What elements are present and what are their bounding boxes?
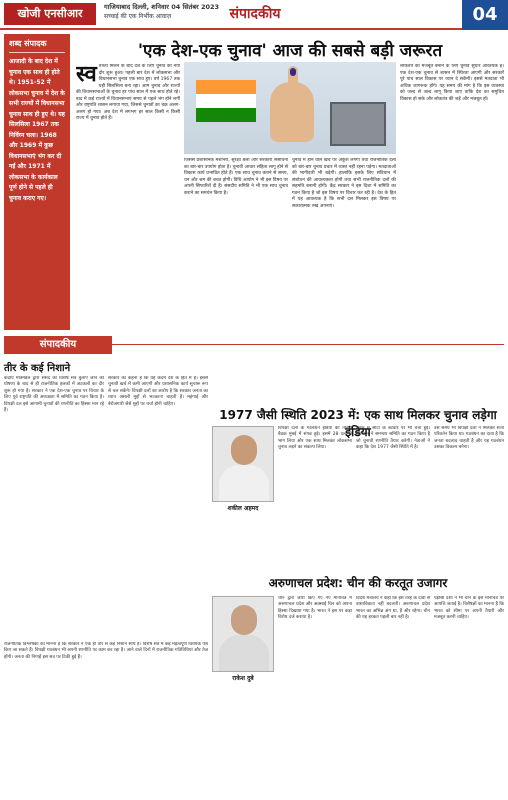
page-header xyxy=(0,0,508,30)
editorial-section-bar: संपादकीय xyxy=(4,336,112,354)
editorial-sidebar xyxy=(4,34,70,330)
header-tagline: सच्चाई की एक निर्भीक आवाज़ xyxy=(104,13,172,20)
editorial-headline: 'एक देश-एक चुनाव' आज की सबसे बड़ी जरूरत xyxy=(137,41,443,61)
article4-column-1: चीन द्वारा जारी किए गए नए मानचित्र में अरुणाचल प्रदेश और अक्साई चिन को अपना हिस्सा दिखाया गया है। भारत ने इस पर कड़ा विरोध दर्ज कराया है। xyxy=(278,596,352,621)
article3-column-1: विपक्षी दलों के गठबंधन इंडिया की तीसरी बैठक मुंबई में संपन्न हुई। इसमें 28 दलों ने भाग लिया और एक साथ मिलकर लोकसभा चुनाव लड़ने का संकल्प लिया। xyxy=(278,426,352,451)
voting-photo xyxy=(184,62,396,154)
flag-white-band xyxy=(196,94,256,108)
header-date-line: गाजियाबाद दिल्ली, शनिवार 04 सितंबर 2023 xyxy=(104,3,220,11)
flag-saffron-band xyxy=(196,80,256,94)
article4-column-3: पड़ोसी देशों ने भी चीन के इस मानचित्र पर आपत्ति जताई है। विशेषज्ञों का मानना है कि भारत को सीमा पर अपनी तैयारी और मजबूत करनी चाहिए। xyxy=(434,596,504,621)
editorial-column-1 xyxy=(76,64,180,330)
author-body xyxy=(219,465,269,502)
article3-author-photo xyxy=(212,426,274,502)
article3-column-2: बैठक में सीटों के बंटवारे पर भी चर्चा हुई। गठबंधन ने समन्वय समिति का गठन किया है जो चुनावी रणनीति तैयार करेगी। नेताओं ने कहा कि देश 1977 जैसी स्थिति में है। xyxy=(356,426,430,451)
drop-cap: स्व xyxy=(76,64,97,87)
article4-column-2: विदेश मंत्रालय ने कहा कि इस तरह के दावों से वास्तविकता नहीं बदलती। अरुणाचल प्रदेश भारत का अभिन्न अंग था, है और रहेगा। चीन की यह हरकत पहली बार नहीं है। xyxy=(356,596,430,621)
section-title: संपादकीय xyxy=(229,6,281,22)
author-head xyxy=(231,435,257,465)
sidebar-text: आजादी के बाद देश में चुनाव एक साथ ही होते थे। 1951-52 में लोकसभा चुनाव में देश के सभी राज्यों में विधानसभा चुनाव साथ ही हुए थे। यह सिलसिला 1967 तक निर्विघ्न चला। 1968 और 1969 में कुछ विधानसभाएं भंग कर दी गईं और 1971 में लोकसभा के कार्यकाल पूर्ण होने से पहले ही चुनाव कराए गए। xyxy=(9,58,65,202)
article2-headline: तीर के कई निशाने xyxy=(4,363,71,374)
article4-headline: अरुणाचल प्रदेश: चीन की करतूत उजागर xyxy=(268,576,448,590)
author-body xyxy=(219,635,269,672)
ballot-box xyxy=(330,102,386,146)
page-number: 04 xyxy=(462,0,508,30)
article3-column-3: उस समय भी विपक्षी दलों ने मिलकर सत्ता परिवर्तन किया था। गठबंधन का दावा है कि जनता बदलाव चाहती है और यह गठबंधन उसका विकल्प बनेगा। xyxy=(434,426,504,451)
article3-headline: 1977 जैसी स्थिति 2023 में: एक साथ मिलकर चुनाव लड़ेगा इंडिया xyxy=(219,408,497,439)
masthead-logo: खोजी एनसीआर xyxy=(4,3,96,25)
ink-mark xyxy=(290,68,296,76)
article2-column-1: केंद्रीय मंत्रिमंडल द्वारा संसद का विशेष सत्र बुलाए जाने की घोषणा के बाद से ही राजनीतिक हलकों में अटकलों का दौर शुरू हो गया है। सरकार ने एक देश-एक चुनाव पर विचार के लिए पूर्व राष्ट्रपति की अध्यक्षता में समिति का गठन किया है। विपक्षी दल इसे आगामी चुनावों की रणनीति का हिस्सा मान रहे हैं। xyxy=(4,376,104,414)
section-divider xyxy=(112,344,504,345)
sidebar-title: शब्द संपादक xyxy=(9,38,65,53)
editorial-column-4: लोकतंत्र को मजबूत बनाने के लिए चुनाव सुधार आवश्यक हैं। एक देश-एक चुनाव से शासन में स्थिरता आएगी और सरकारें पूरे पांच साल विकास पर ध्यान दे सकेंगी। इससे मतदाता भी अधिक जागरूक होंगे। यह समय की मांग है कि इस व्यवस्था को जल्द से जल्द लागू किया जाए ताकि देश का समुचित विकास हो सके और लोकतंत्र की जड़ें और मजबूत हों। xyxy=(400,64,504,102)
article4-author: राकेश दुबे xyxy=(232,675,254,682)
article2-column-2: सरकार का कहना है कि यह कदम देश के हित में है। इससे चुनावी खर्च में कमी आएगी और प्रशासनिक कार्य सुचारू रूप से चल सकेंगे। विपक्षी दलों का आरोप है कि सरकार जनता का ध्यान असली मुद्दों से भटकाना चाहती है। महंगाई और बेरोजगारी जैसे मुद्दों पर चर्चा होनी चाहिए। xyxy=(108,376,208,407)
article3-author: शकील अहमद xyxy=(227,505,259,512)
article4-author-photo xyxy=(212,596,274,672)
article2-bottom-text: राजनीतिक विश्लेषकों का मानना है कि सरकार ने एक ही तीर से कई निशाने साधे हैं। विशेष सत्र में कई महत्वपूर्ण विधेयक पेश किए जा सकते हैं। विपक्षी गठबंधन भी अपनी रणनीति पर काम कर रहा है। आने वाले दिनों में राजनीतिक गतिविधियां और तेज होंगी। जनता की निगाहें इस सत्र पर टिकी हुई हैं। xyxy=(4,642,208,660)
author-head xyxy=(231,605,257,635)
flag-green-band xyxy=(196,108,256,122)
editorial-column-1-text: तंत्रता मिलने के बाद देश के लिए चुनाव का नया दौर शुरू हुआ। पहली बार देश में लोकसभा और विधानसभा चुनाव एक साथ हुए। वर्ष 1967 तक यही सिलसिला बना रहा। आम चुनाव और राज्यों की विधानसभाओं के चुनाव हर पांच साल में एक साथ होते रहे। बाद में कई राज्यों में विधानसभाएं समय से पहले भंग होने लगीं और राष्ट्रपति शासन लगाया गया, जिससे चुनावों का चक्र अलग-अलग हो गया। अब देश में लगभग हर साल किसी न किसी राज्य में चुनाव होते हैं। xyxy=(76,64,180,121)
editorial-column-3: चुनाव में होने वाले खर्च पर अंकुश लगेगा तथा राजनीतिक दलों को बार-बार चुनाव प्रचार में व्यस्त नहीं रहना पड़ेगा। मतदाताओं की भागीदारी भी बढ़ेगी। हालांकि इसके लिए संविधान में संशोधन की आवश्यकता होगी तथा सभी राजनीतिक दलों की सहमति बनानी होगी। केंद्र सरकार ने इस दिशा में समिति का गठन किया है जो इस विषय पर विचार कर रही है। देश के हित में यह आवश्यक है कि सभी दल मिलकर इस विषय पर सकारात्मक रुख अपनाएं। xyxy=(292,158,396,209)
editorial-column-2: जिससे प्रशासनिक मशीनरी, सुरक्षा बलों और सरकारी संसाधनों का बार-बार उपयोग होता है। चुनावी आचार संहिता लागू होने से विकास कार्य प्रभावित होते हैं। एक साथ चुनाव कराने से समय, धन और श्रम की बचत होगी। विधि आयोग ने भी इस विषय पर अपनी सिफारिशें दी हैं। संसदीय समिति ने भी एक साथ चुनाव कराने का समर्थन किया है। xyxy=(184,158,288,196)
